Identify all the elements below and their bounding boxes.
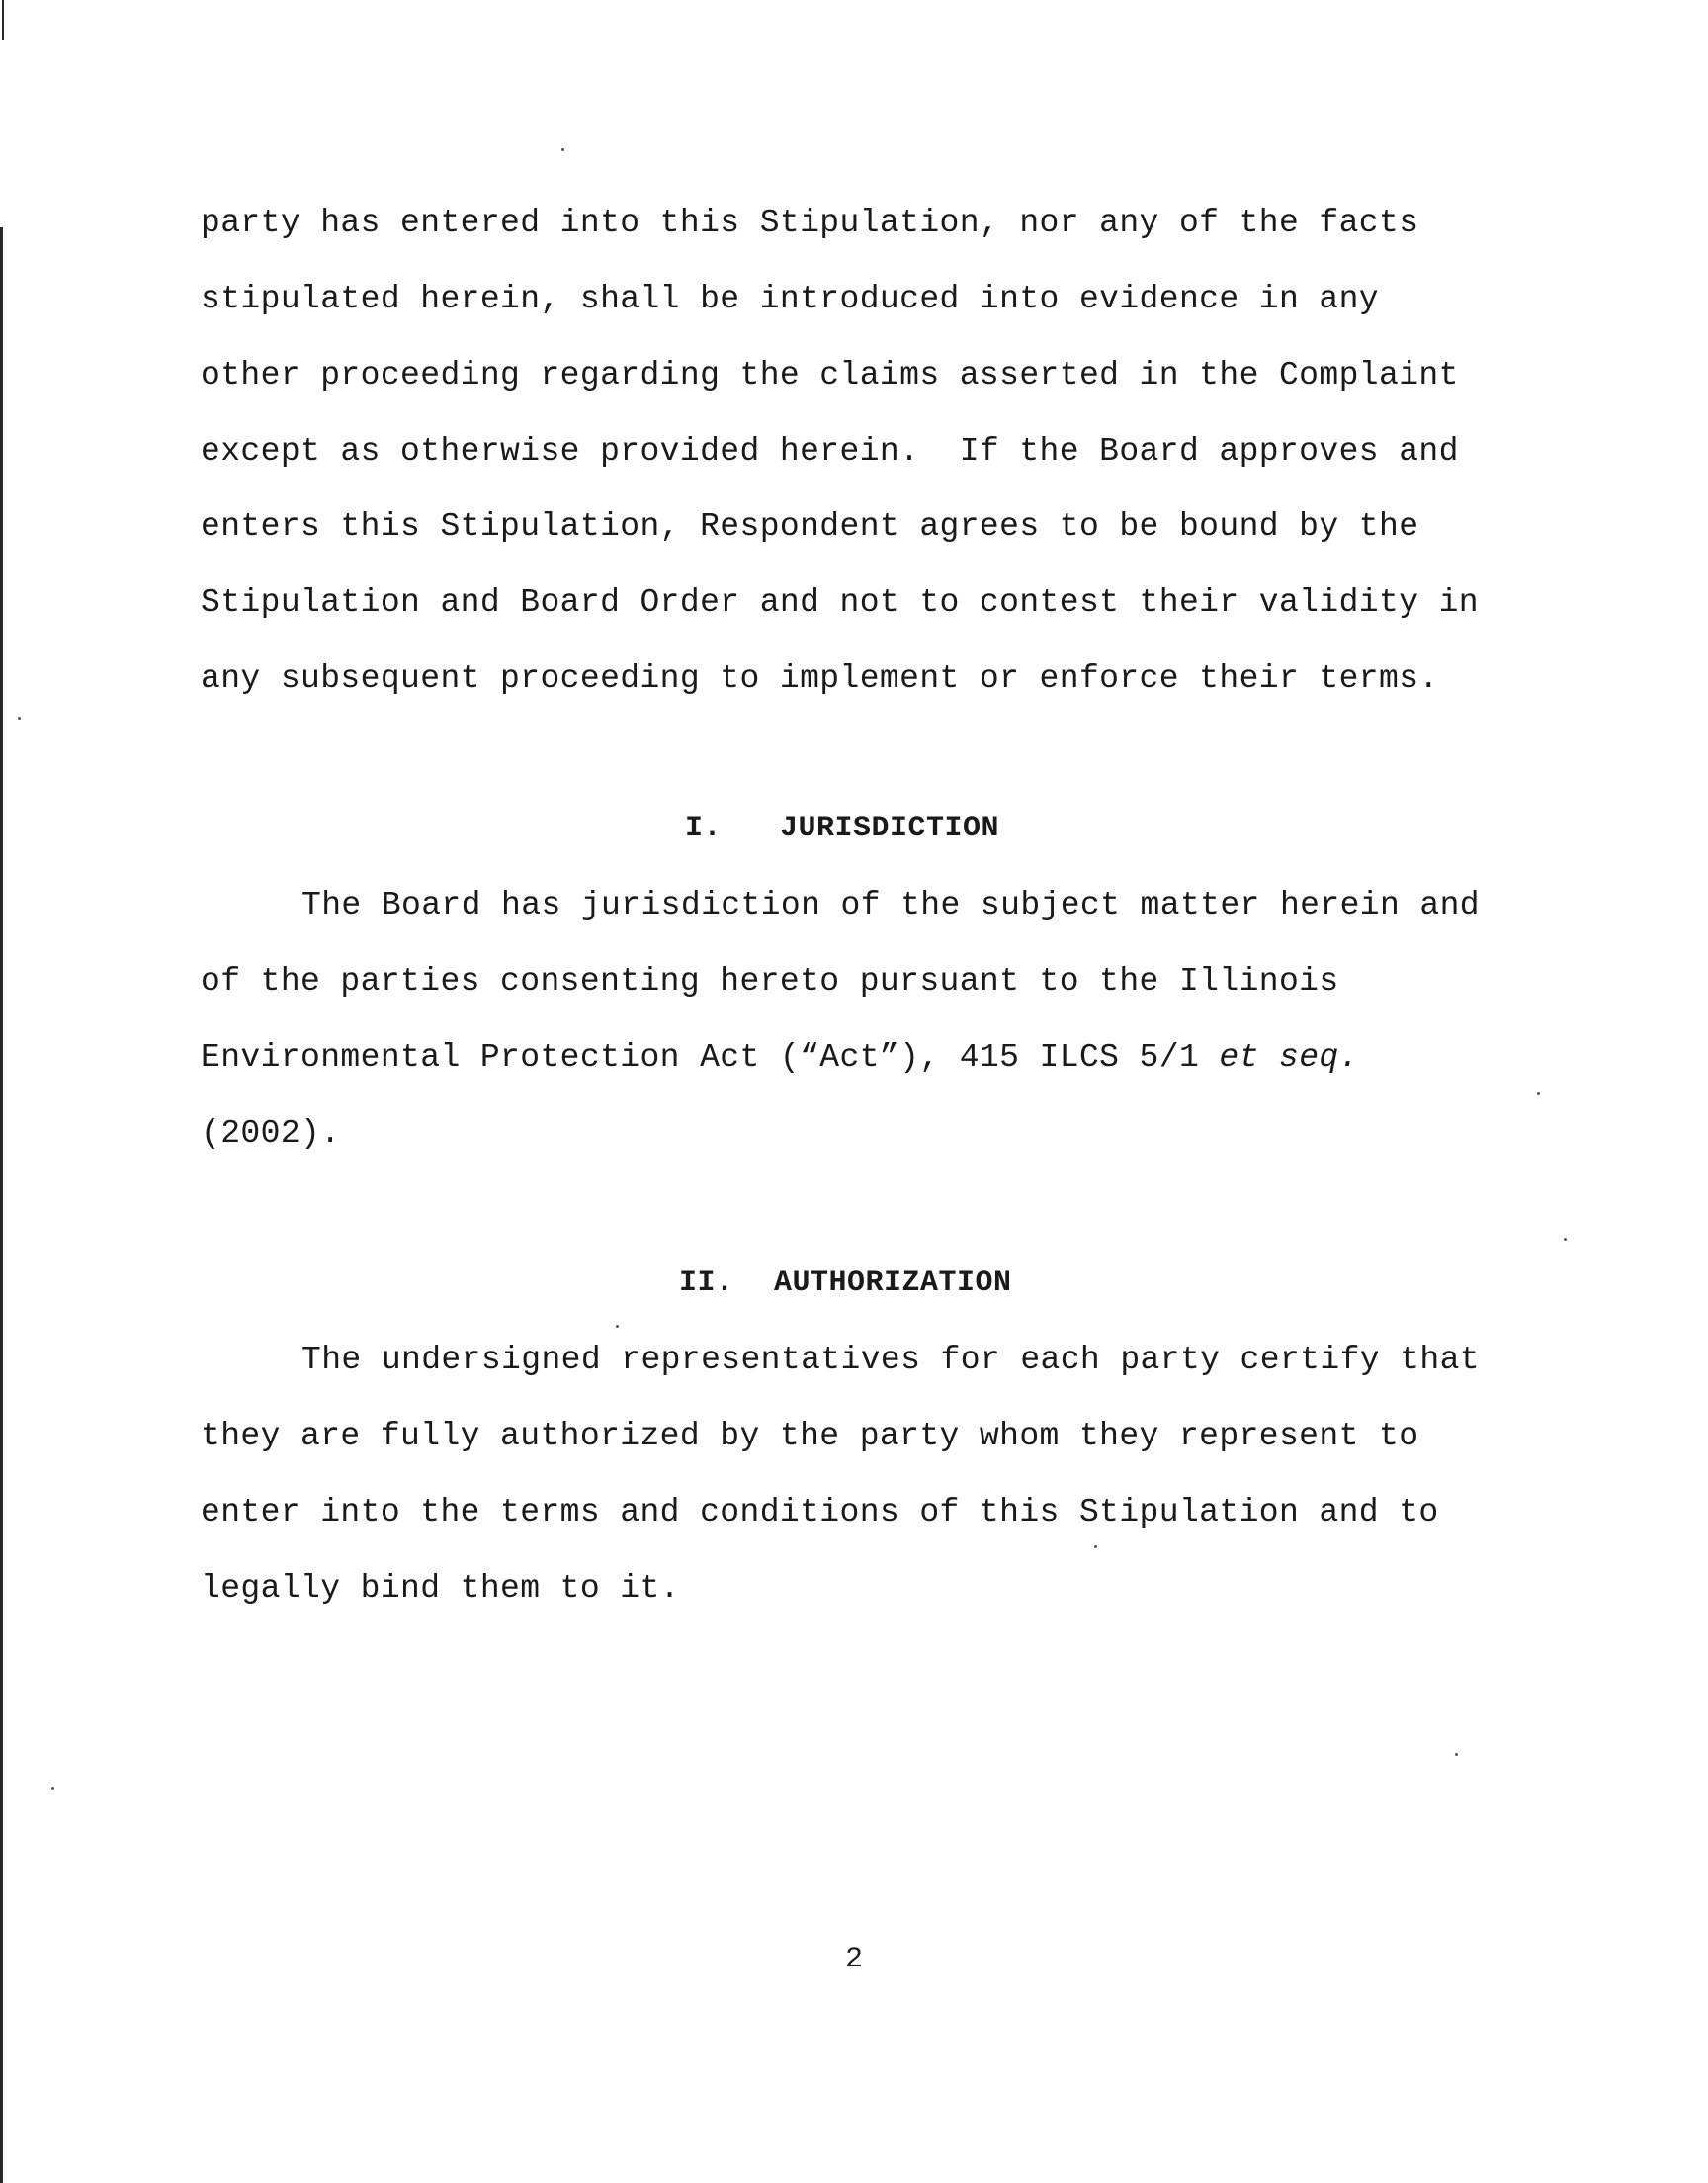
act-citation: Environmental Protection Act (“Act”), 415 ILCS 5/1 xyxy=(201,1039,1220,1076)
body-text-line: enter into the terms and conditions of this Stipulation and to xyxy=(201,1494,1439,1530)
body-text-line: other proceeding regarding the claims asserted in the Complaint xyxy=(201,357,1459,393)
body-text-line: Stipulation and Board Order and not to contest their validity in xyxy=(201,584,1480,621)
body-text-line: The Board has jurisdiction of the subject matter herein and xyxy=(301,887,1480,923)
scan-speck xyxy=(51,1787,54,1790)
section-number: II. xyxy=(679,1266,734,1300)
scan-speck xyxy=(1564,1238,1567,1241)
scan-speck xyxy=(1537,1092,1540,1095)
scan-edge-top xyxy=(2,0,4,40)
scan-speck xyxy=(1094,1545,1097,1548)
et-seq-italic: et seq. xyxy=(1219,1039,1359,1076)
body-text-line: any subsequent proceeding to implement or enforce their terms. xyxy=(201,660,1439,697)
body-text-line: they are fully authorized by the party whom they represent to xyxy=(201,1418,1419,1454)
body-text-line: of the parties consenting hereto pursuant to the Illinois xyxy=(201,963,1339,1000)
scan-speck xyxy=(561,148,564,151)
scan-speck xyxy=(616,1325,619,1328)
body-text-line xyxy=(201,1038,1359,1078)
section-heading-jurisdiction xyxy=(685,809,999,848)
body-text-line: except as otherwise provided herein. If the Board approves and xyxy=(201,433,1459,470)
scan-speck xyxy=(1455,1753,1458,1756)
section-heading-authorization xyxy=(679,1264,1012,1303)
body-text-line: party has entered into this Stipulation, nor any of the facts xyxy=(201,205,1419,241)
body-text-line: stipulated herein, shall be introduced into evidence in any xyxy=(201,281,1379,317)
page-number: 2 xyxy=(845,1943,864,1976)
body-text-line: The undersigned representatives for each party certify that xyxy=(301,1342,1480,1378)
scan-edge-left xyxy=(0,227,3,2183)
body-text-line: legally bind them to it. xyxy=(201,1570,680,1607)
body-text-line: enters this Stipulation, Respondent agrees to be bound by the xyxy=(201,508,1419,545)
section-number: I. xyxy=(685,812,723,845)
section-title: JURISDICTION xyxy=(780,812,1000,845)
section-title: AUTHORIZATION xyxy=(774,1266,1012,1300)
body-text-line: (2002). xyxy=(201,1115,341,1152)
scan-speck xyxy=(18,717,21,720)
